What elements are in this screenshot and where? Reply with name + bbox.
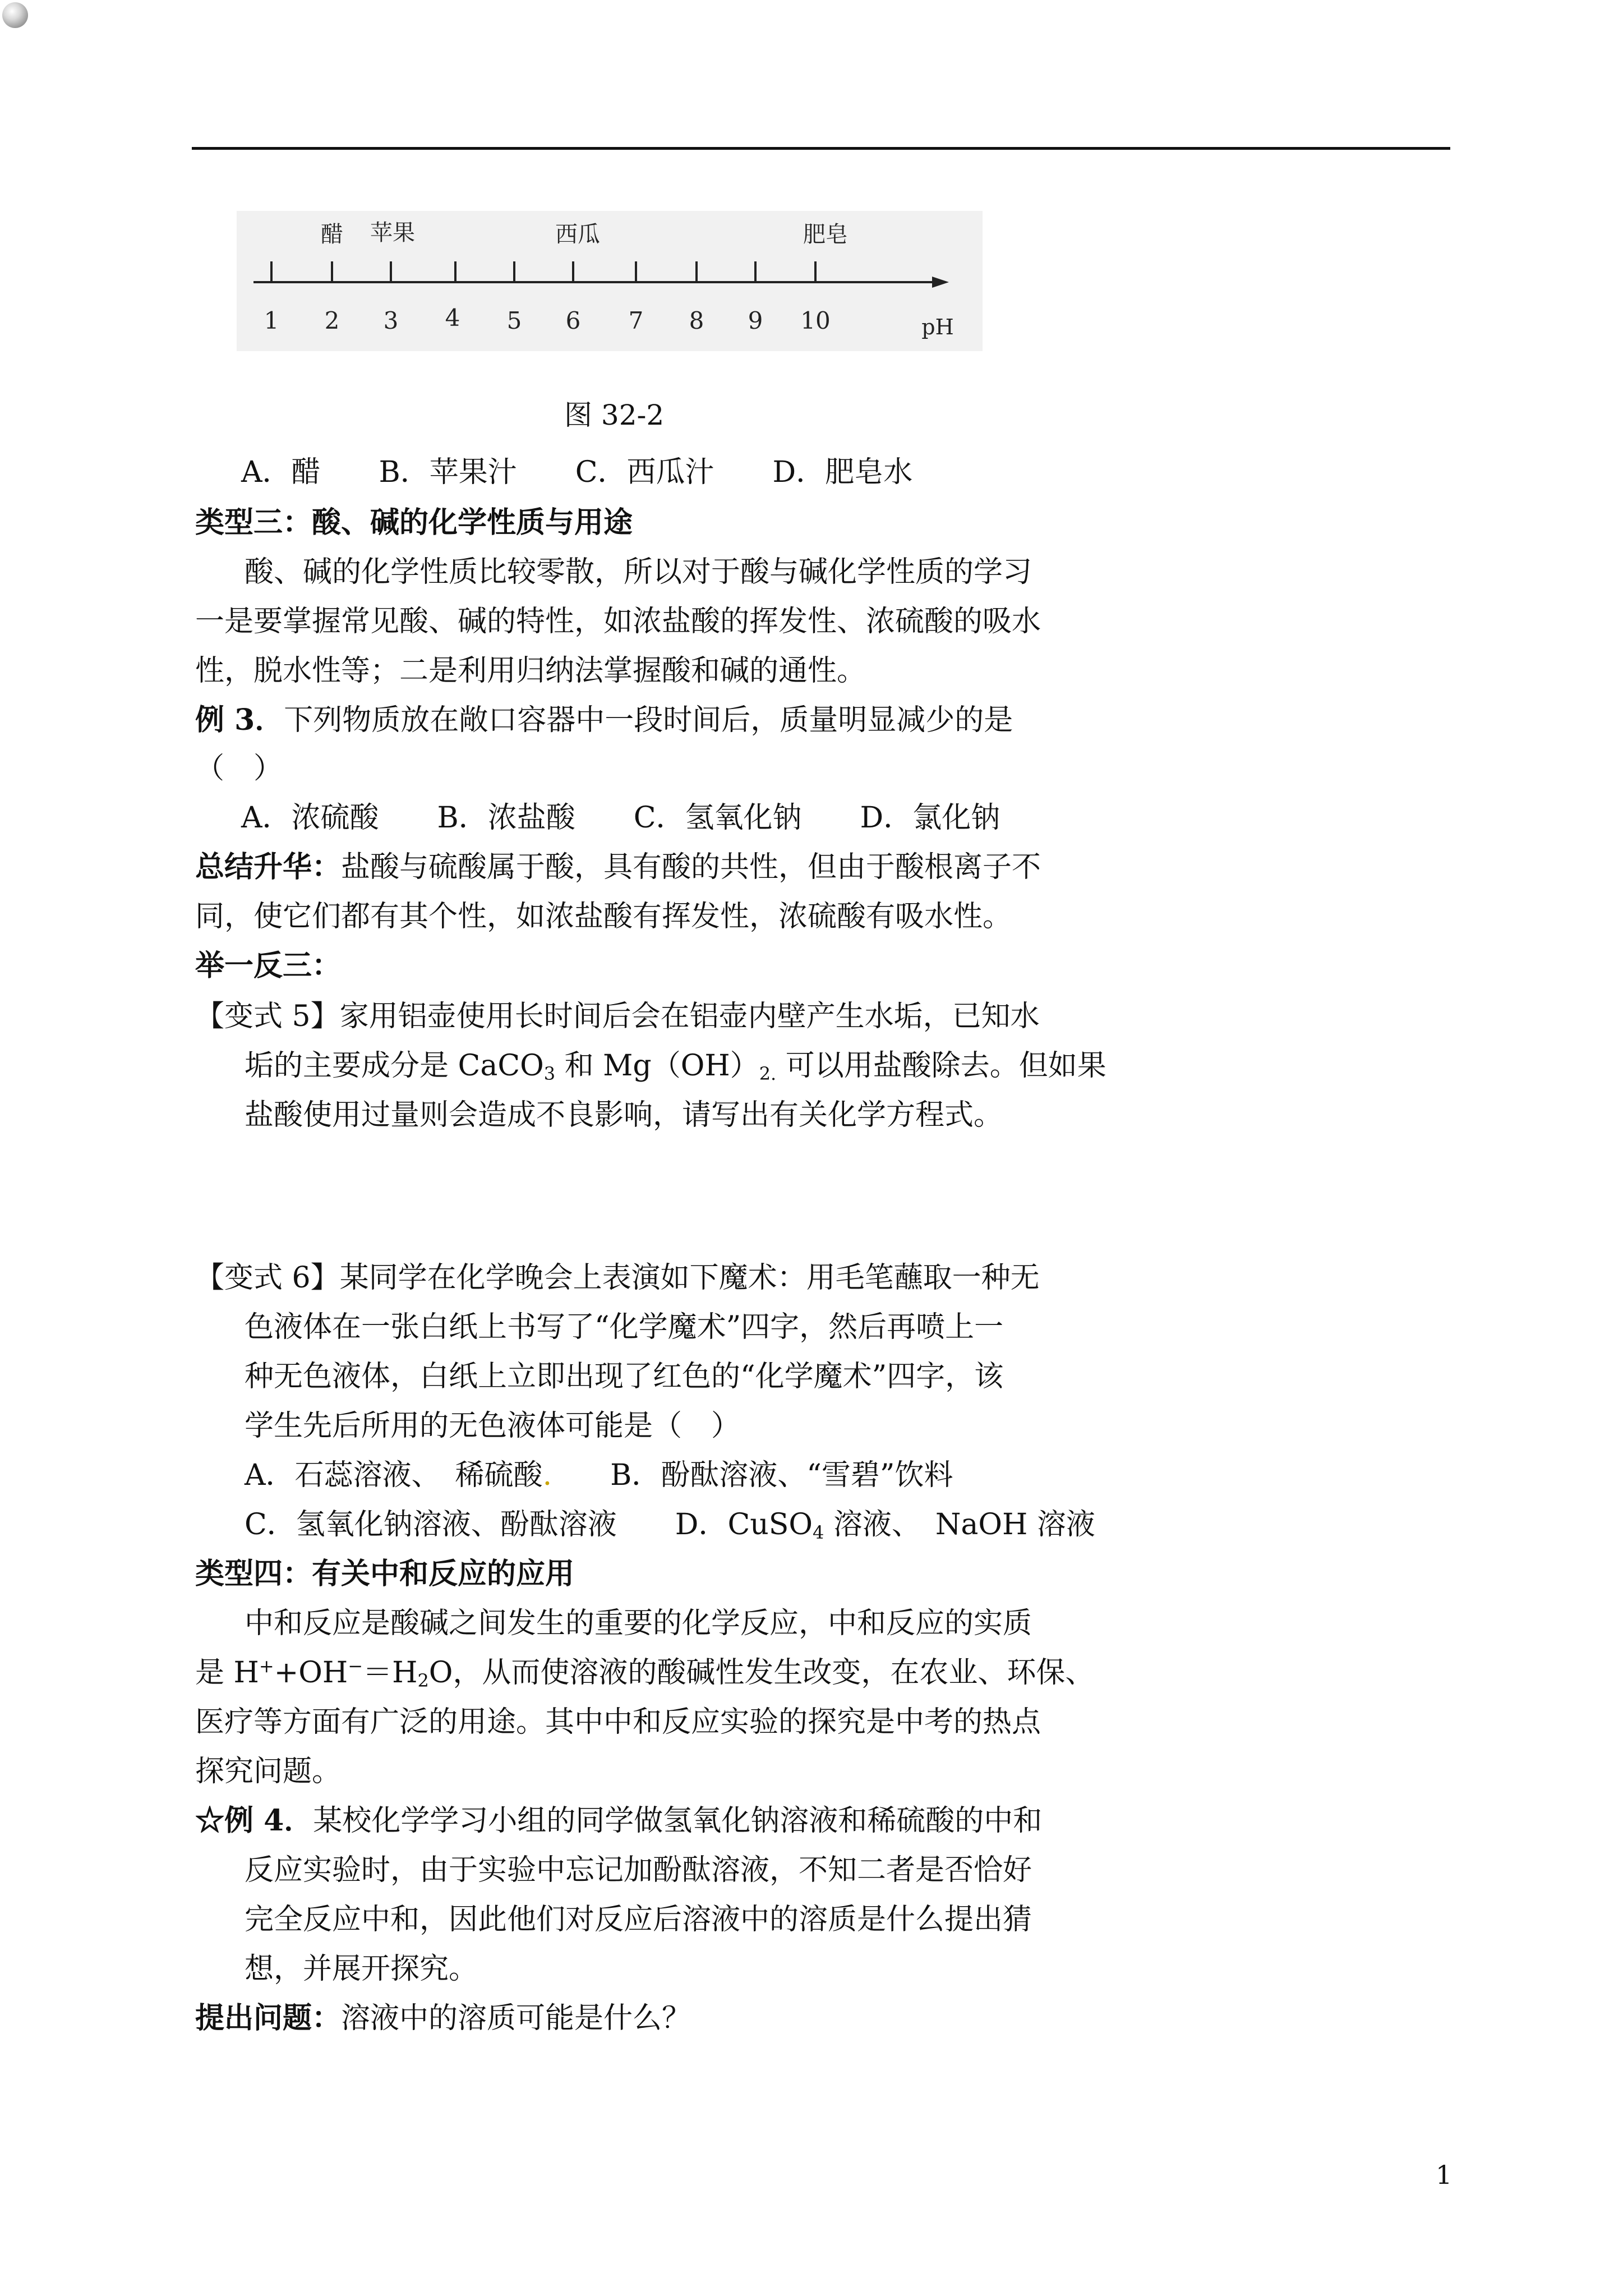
example-4-line-1	[195, 1803, 1042, 1839]
variant-5-line-1	[195, 999, 1040, 1034]
label-soap: 肥皂	[803, 222, 848, 247]
subscript: 2	[417, 1670, 429, 1691]
ph-scale-svg	[237, 211, 983, 351]
axis-label-ph: pH	[921, 315, 954, 339]
variant-5-text-2: 可以用盐酸除去。但如果	[776, 1049, 1106, 1083]
type4-intro-3: 医疗等方面有广泛的用途。其中中和反应实验的探究是中考的热点	[195, 1705, 1041, 1739]
example-3-paren: （ ）	[195, 752, 283, 785]
type3-heading: 类型三：酸、碱的化学性质与用途	[195, 505, 633, 540]
text: +OH	[274, 1656, 348, 1690]
ph-axis-arrow	[932, 277, 949, 288]
superscript: +	[259, 1655, 274, 1677]
type4-intro-4: 探究问题。	[195, 1755, 342, 1788]
text: O，从而使溶液的酸碱性发生改变，在农业、环保、	[428, 1656, 1095, 1690]
tick-label: 6	[565, 307, 581, 334]
label-apple: 苹果	[370, 220, 415, 246]
tick-label: 7	[628, 307, 644, 334]
ph-ticks	[271, 261, 815, 282]
summary-text-1: 盐酸与硫酸属于酸，具有酸的共性，但由于酸根离子不	[341, 850, 1041, 884]
tick-label: 4	[445, 304, 460, 332]
variant-5-mgoh: 和 Mg（OH）	[555, 1049, 759, 1083]
type3-intro-2: 一是要掌握常见酸、碱的特性，如浓盐酸的挥发性、浓硫酸的吸水	[195, 605, 1041, 638]
question-text: 溶液中的溶质可能是什么？	[341, 2001, 691, 2035]
variant-6-option-a: A．石蕊溶液、 稀硫酸	[245, 1458, 543, 1492]
label-vinegar: 醋	[321, 222, 343, 247]
example-3	[195, 702, 1013, 738]
example-3-text: 下列物质放在敞口容器中一段时间后，质量明显减少的是	[284, 703, 1013, 737]
variant-5-label: 【变式 5】	[195, 1000, 340, 1033]
label-watermelon: 西瓜	[555, 222, 600, 247]
text: ＝H	[363, 1656, 418, 1690]
tick-label: 1	[264, 307, 279, 334]
question-label: 提出问题：	[195, 2001, 342, 2035]
tick-label: 5	[506, 307, 522, 334]
variant-6-option-c: C．氢氧化钠溶液、酚酞溶液 D．CuSO	[245, 1508, 813, 1542]
variant-6-option-b: B．酚酞溶液、“雪碧”饮料	[552, 1458, 953, 1492]
variant-5-line-2	[245, 1048, 1106, 1084]
variant-6-line-2: 色液体在一张白纸上书写了“化学魔术”四字，然后再喷上一	[245, 1310, 1004, 1344]
tick-label: 2	[324, 307, 340, 334]
figure-caption: 图 32-2	[564, 399, 665, 431]
text: 是 H	[195, 1656, 259, 1690]
example-3-options: A．浓硫酸 B．浓盐酸 C．氢氧化钠 D．氯化钠	[241, 801, 1000, 835]
summary-text-2: 同，使它们都有其个性，如浓盐酸有挥发性，浓硫酸有吸水性。	[195, 900, 1012, 933]
summary-label: 总结升华：	[195, 850, 342, 884]
tick-label: 10	[800, 307, 831, 334]
variant-6-options-cd	[245, 1507, 1095, 1543]
variant-6-text-1: 某同学在化学晚会上表演如下魔术：用毛笔蘸取一种无	[339, 1261, 1040, 1295]
example-4-label: ☆例 4．	[195, 1803, 313, 1838]
example-4-line-3: 完全反应中和，因此他们对反应后溶液中的溶质是什么提出猜	[245, 1903, 1032, 1936]
tick-label: 9	[748, 307, 763, 334]
type4-heading: 类型四：有关中和反应的应用	[195, 1557, 575, 1591]
variant-6-option-d: 溶液、 NaOH 溶液	[824, 1508, 1095, 1542]
q2-options: A．醋 B．苹果汁 C．西瓜汁 D．肥皂水	[241, 455, 913, 489]
ph-scale-figure	[237, 211, 983, 351]
question	[195, 2000, 691, 2036]
variant-6-line-3: 种无色液体，白纸上立即出现了红色的“化学魔术”四字，该	[245, 1360, 1004, 1393]
variant-6-options-ab	[245, 1457, 953, 1493]
example-4-text-1: 某校化学学习小组的同学做氢氧化钠溶液和稀硫酸的中和	[313, 1804, 1043, 1838]
page-number: 1	[1436, 2160, 1453, 2190]
tick-label: 8	[689, 307, 704, 334]
variant-5-text-1: 家用铝壶使用长时间后会在铝壶内壁产生水垢，已知水	[339, 1000, 1040, 1033]
type4-intro-1: 中和反应是酸碱之间发生的重要的化学反应，中和反应的实质	[245, 1607, 1032, 1640]
variant-6-label: 【变式 6】	[195, 1261, 340, 1295]
subscript: 4	[813, 1522, 824, 1543]
type3-intro-1: 酸、碱的化学性质比较零散，所以对于酸与碱化学性质的学习	[245, 555, 1032, 589]
example-4-line-2: 反应实验时，由于实验中忘记加酚酞溶液，不知二者是否恰好	[245, 1853, 1032, 1887]
subscript: 3	[543, 1063, 556, 1084]
subscript: 2.	[759, 1063, 777, 1084]
yellow-dot-mark: .	[542, 1458, 552, 1492]
corner-bullet-icon	[2, 2, 28, 28]
header-rule	[192, 147, 1450, 150]
type4-intro-2	[195, 1655, 1094, 1691]
tick-label: 3	[383, 307, 399, 334]
variant-6-line-4: 学生先后所用的无色液体可能是（ ）	[245, 1409, 741, 1443]
variant-5-line-3: 盐酸使用过量则会造成不良影响，请写出有关化学方程式。	[245, 1098, 1003, 1132]
type3-intro-3: 性，脱水性等；二是利用归纳法掌握酸和碱的通性。	[195, 654, 866, 688]
superscript: −	[348, 1655, 363, 1677]
practice-label: 举一反三：	[195, 949, 342, 983]
variant-6-line-1	[195, 1260, 1040, 1296]
summary	[195, 849, 1041, 885]
example-4-line-4: 想，并展开探究。	[245, 1952, 478, 1986]
example-3-label: 例 3．	[195, 703, 284, 737]
variant-5-caco3: 垢的主要成分是 CaCO	[245, 1049, 544, 1083]
